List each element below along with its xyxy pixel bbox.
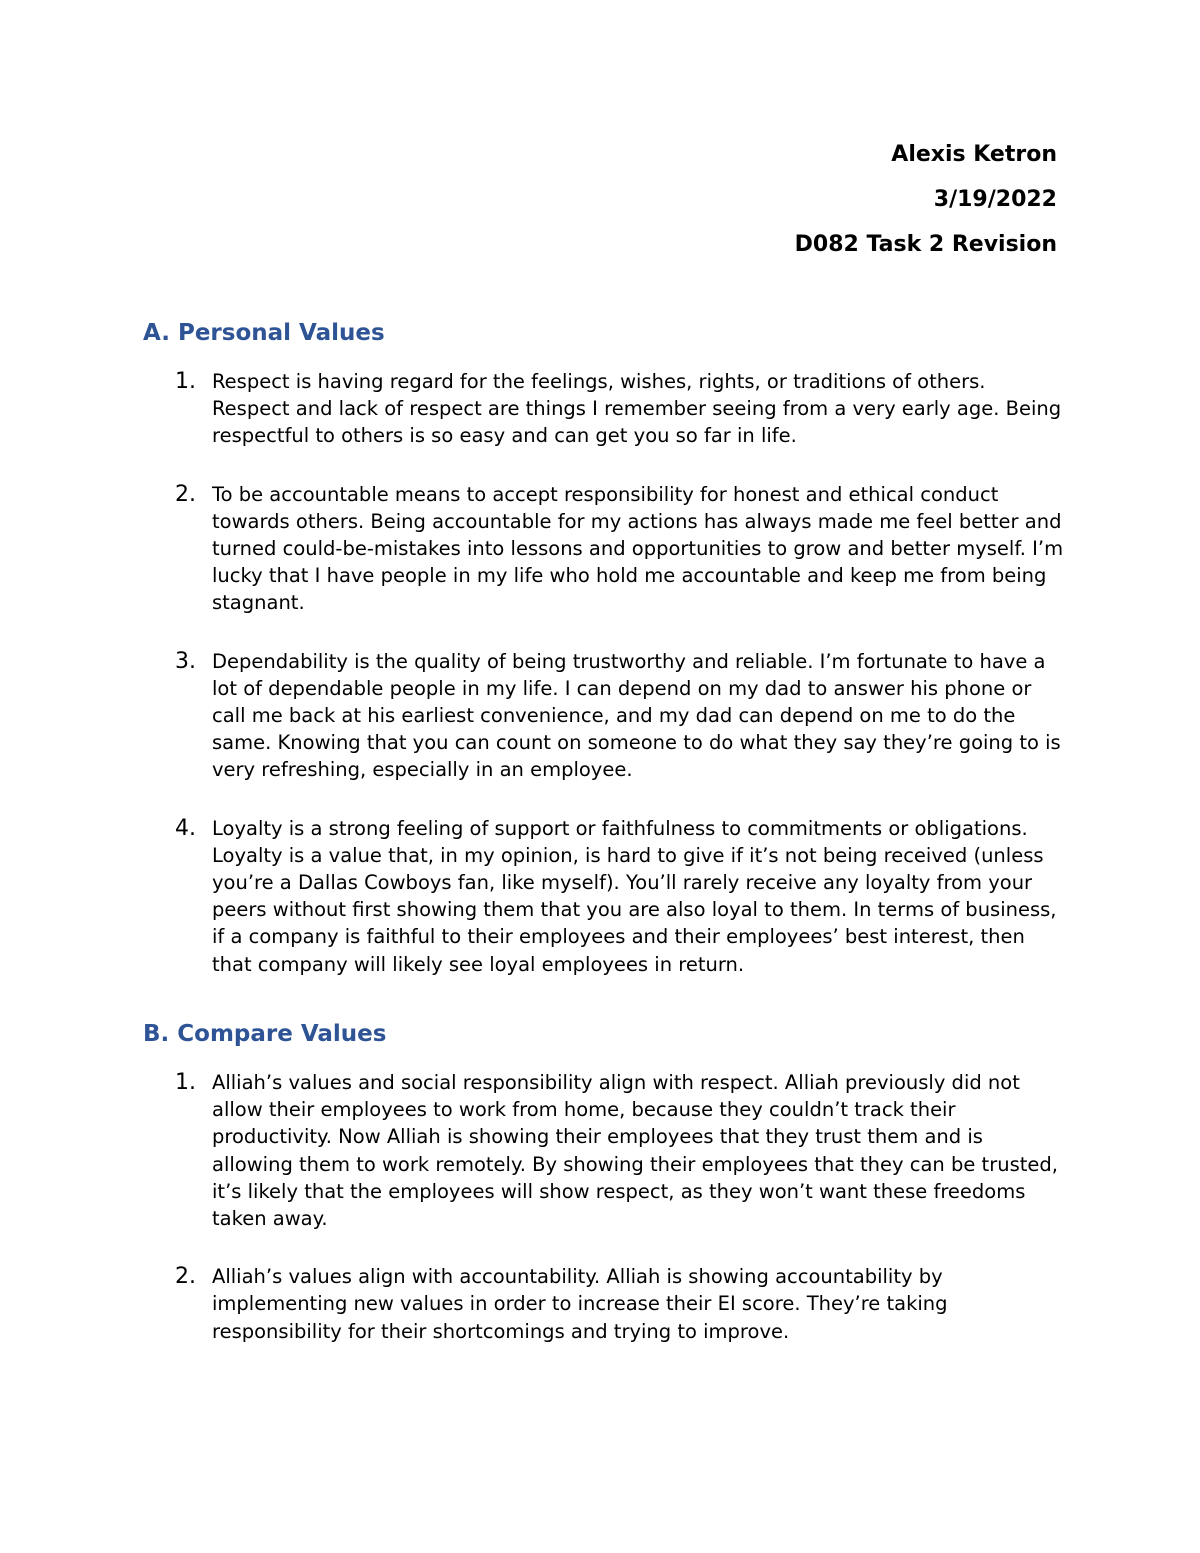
- list-number: 3.: [175, 648, 196, 674]
- list-item: [175, 481, 1065, 617]
- list-number: 1.: [175, 369, 196, 394]
- list-text: Respect is having regard for the feelings, wishes, rights, or traditions of others. Respect and lack of respect are things I remember seeing from a very early age. Being respectful to others is so easy and can get you so far in life.: [212, 370, 1062, 448]
- list-number: 4.: [175, 815, 196, 841]
- list-text: Alliah’s values and social responsibility align with respect. Alliah previously did not allow their employees to work from home, because they couldn’t track their productivity. Now Alliah is showing their employees that they trust them and is allowing them to work remotely. By showing their employees that they can be trusted, it’s likely that the employees will show respect, as they won’t want these freedoms taken away.: [212, 1071, 1058, 1231]
- document-header: [795, 138, 1057, 273]
- list-text: To be accountable means to accept responsibility for honest and ethical conduct towards others. Being accountable for my actions has always made me feel better and turned could-be-mistakes into lessons and opportunities to grow and better myself. I’m lucky that I have people in my life who hold me accountable and keep me from being stagnant.: [212, 482, 1064, 615]
- list-number: 1.: [175, 1070, 196, 1095]
- author-name: Alexis Ketron: [891, 142, 1057, 167]
- personal-values-list: [175, 368, 1065, 978]
- list-item: [175, 1263, 1065, 1345]
- list-item: [175, 648, 1065, 784]
- list-item: [175, 1069, 1065, 1232]
- list-item: [175, 368, 1065, 450]
- document-title: D082 Task 2 Revision: [794, 232, 1057, 257]
- section-heading-personal-values: A. Personal Values: [143, 320, 385, 346]
- compare-values-list: [175, 1069, 1065, 1345]
- document-date: 3/19/2022: [933, 187, 1057, 212]
- list-text: Loyalty is a strong feeling of support or faithfulness to commitments or obligations. Loyalty is a value that, in my opinion, is hard to give if it’s not being received (unless you’re a Dallas Cowboys fan, like myself). You’ll rarely receive any loyalty from your peers without first showing them that you are also loyal to them. In terms of business, if a company is faithful to their employees and their employees’ best interest, then that company will likely see loyal employees in return.: [212, 816, 1057, 976]
- list-item: [175, 815, 1065, 978]
- list-number: 2.: [175, 481, 196, 507]
- section-heading-compare-values: B. Compare Values: [143, 1021, 387, 1047]
- list-number: 2.: [175, 1264, 196, 1290]
- list-text: Dependability is the quality of being trustworthy and reliable. I’m fortunate to have a lot of dependable people in my life. I can depend on my dad to answer his phone or call me back at his earliest convenience, and my dad can depend on me to do the same. Knowing that you can count on someone to do what they say they’re going to is very refreshing, especially in an employee.: [212, 649, 1061, 782]
- list-text: Alliah’s values align with accountability. Alliah is showing accountability by implementing new values in order to increase their EI score. They’re taking responsibility for their shortcomings and trying to improve.: [212, 1265, 948, 1343]
